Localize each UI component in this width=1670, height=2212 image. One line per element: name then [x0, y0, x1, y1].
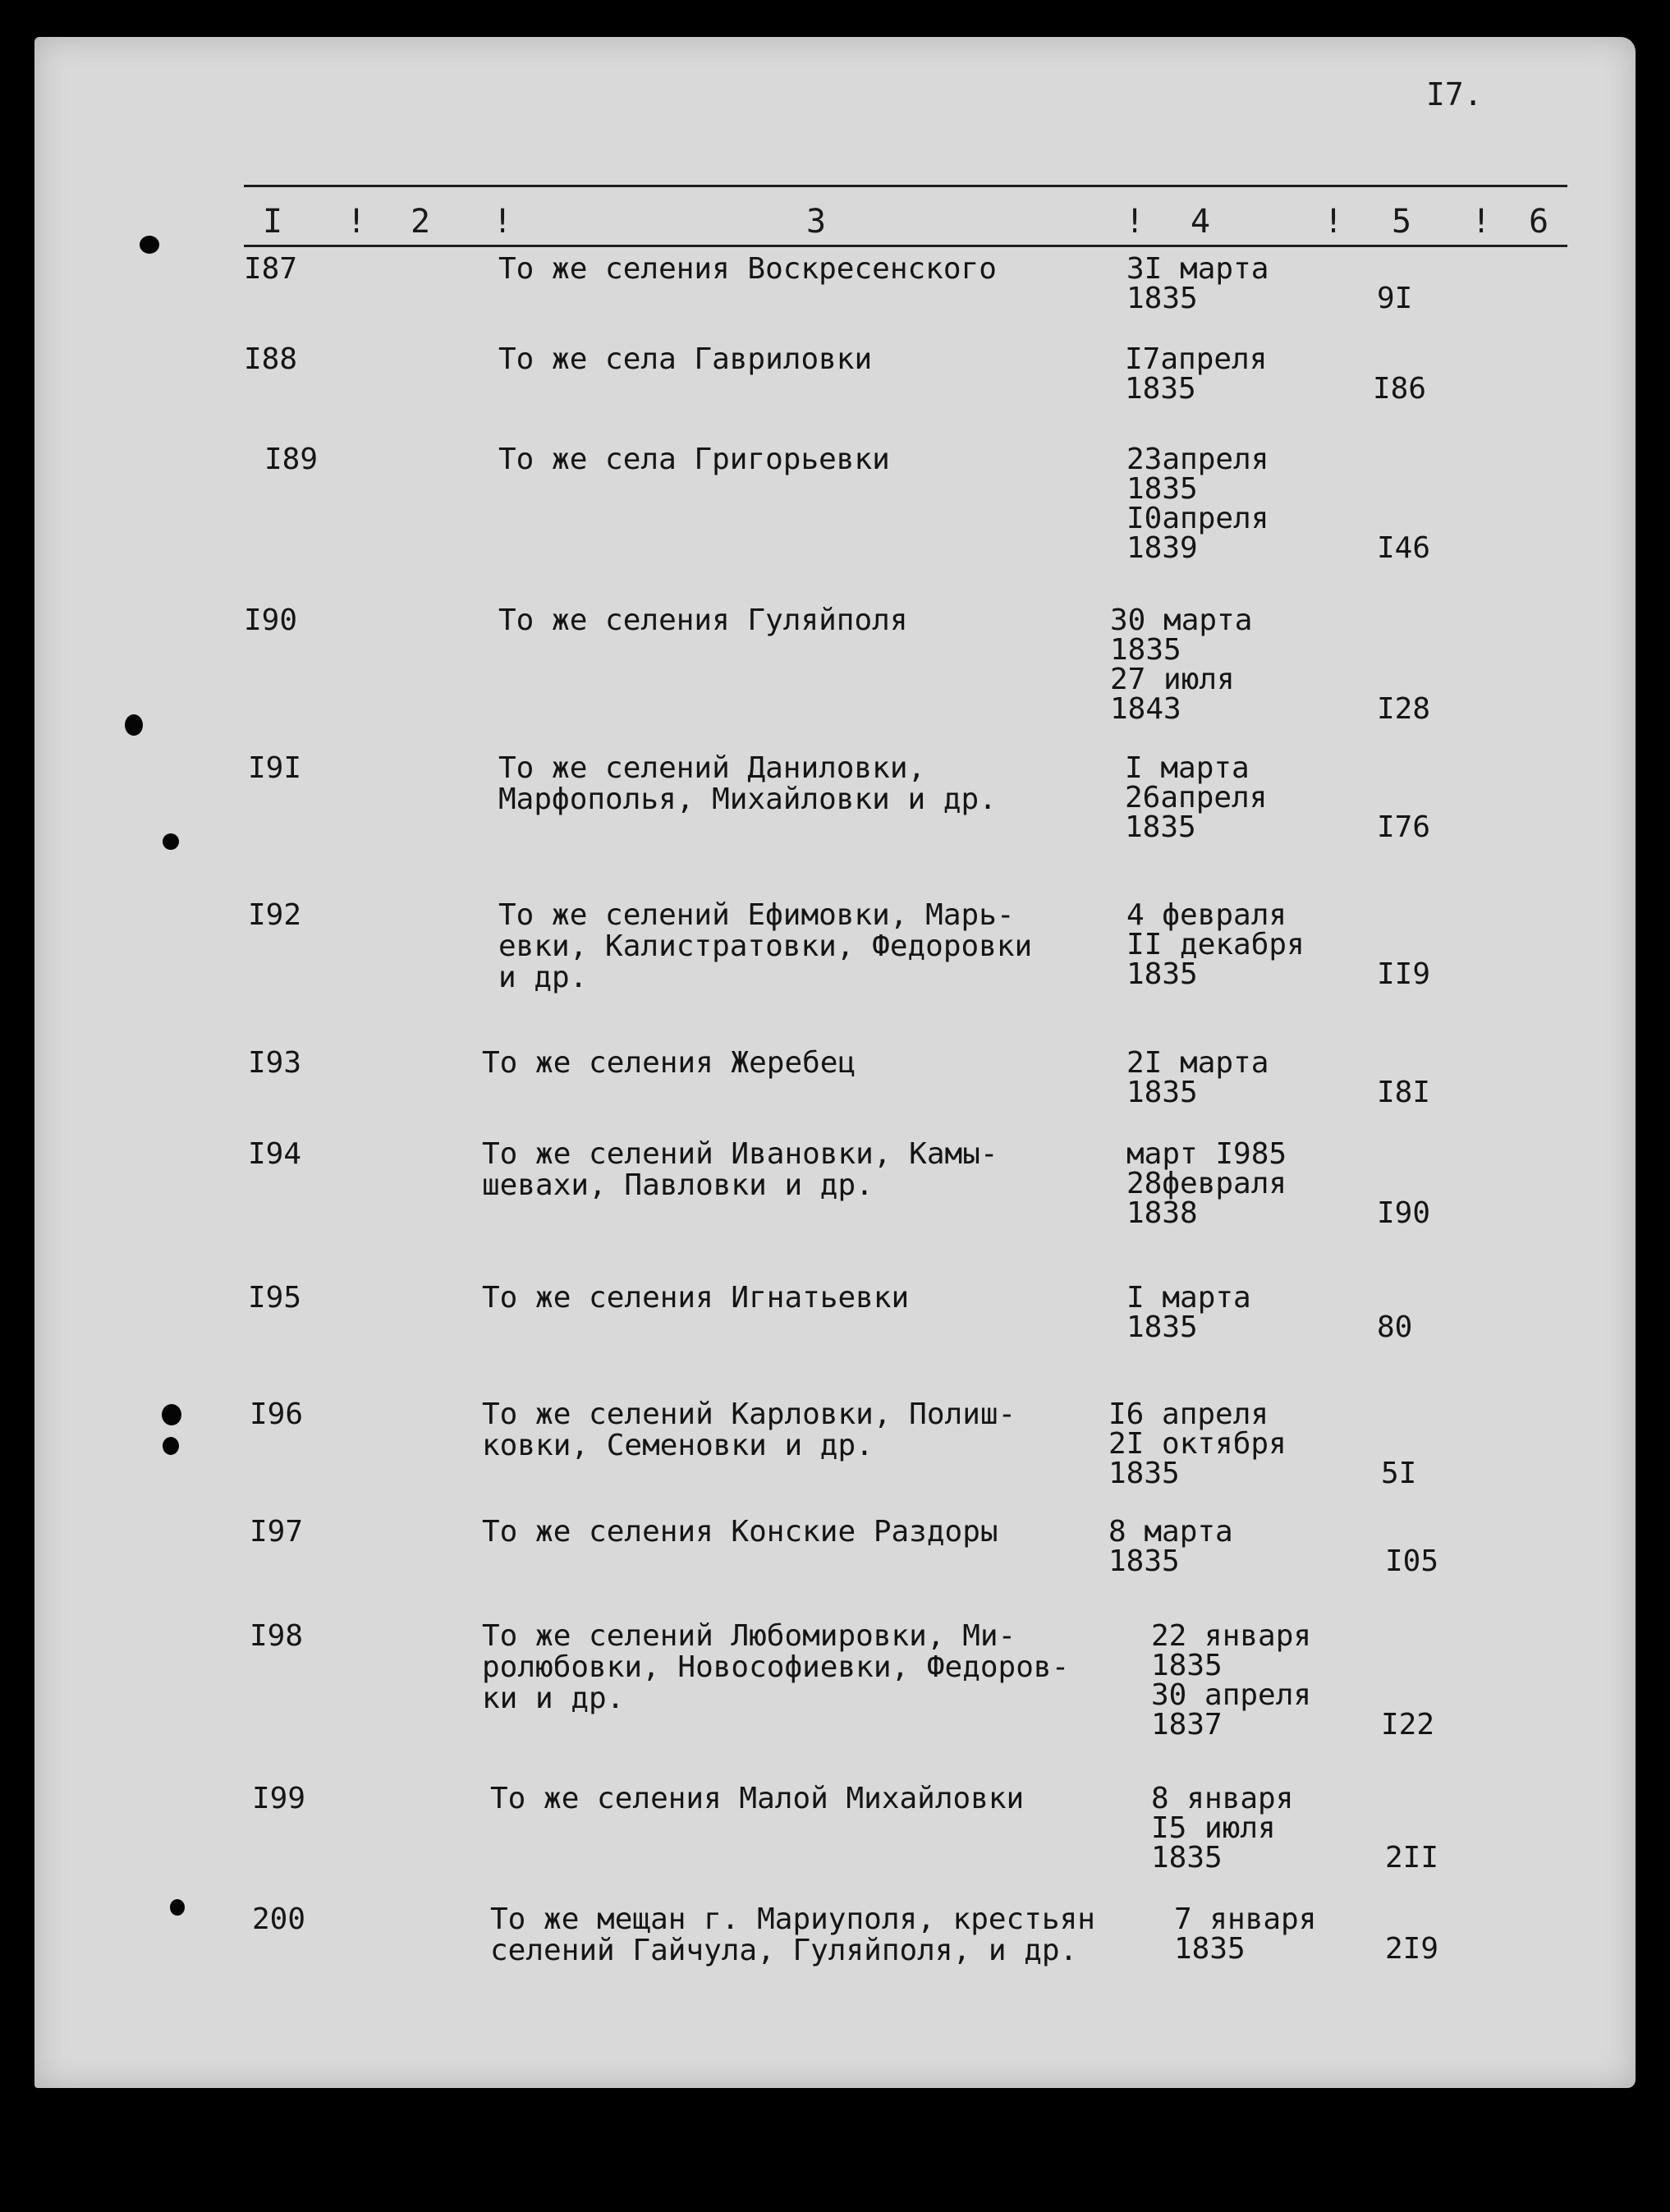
col-separator: !: [346, 203, 367, 241]
punch-hole: [125, 714, 143, 736]
punch-hole: [163, 1437, 179, 1455]
record-date-line: 1839: [1126, 531, 1198, 565]
record-date-line: 1838: [1126, 1196, 1198, 1230]
record-number: I90: [244, 603, 298, 637]
record-sheet-reference: I8I: [1377, 1076, 1431, 1109]
col-header-2: 2: [411, 203, 431, 241]
header-bottom-rule: [244, 245, 1567, 247]
record-date-line: 27 июля: [1110, 663, 1235, 696]
header-top-rule: [244, 185, 1567, 187]
record-description-line: То же села Григорьевки: [498, 443, 890, 476]
record-description-line: То же селений Ефимовки, Марь-: [498, 898, 1015, 932]
record-number: I99: [252, 1782, 306, 1815]
col-header-6: 6: [1529, 203, 1549, 241]
record-date-line: 1835: [1126, 1076, 1198, 1109]
col-separator: !: [1324, 203, 1344, 241]
record-description-line: То же селения Гуляйполя: [498, 603, 908, 637]
record-date-line: 1835: [1108, 1544, 1180, 1578]
record-date-line: I марта: [1125, 751, 1250, 785]
punch-hole: [140, 236, 159, 254]
record-date-line: 1835: [1108, 1457, 1180, 1490]
record-date-line: 2I марта: [1126, 1046, 1269, 1080]
record-sheet-reference: I90: [1377, 1196, 1431, 1230]
record-date-line: 1835: [1125, 372, 1196, 406]
record-number: 200: [252, 1902, 306, 1936]
record-number: I87: [244, 252, 298, 286]
document-page: [34, 37, 1636, 2088]
record-sheet-reference: I76: [1377, 810, 1431, 844]
record-date-line: март I985: [1126, 1137, 1287, 1171]
record-description-line: То же селения Игнатьевки: [482, 1281, 910, 1315]
punch-hole: [162, 1404, 181, 1425]
record-description-line: То же селений Карловки, Полиш-: [482, 1397, 1016, 1431]
record-sheet-reference: I46: [1377, 531, 1431, 565]
record-description-line: То же селений Любомировки, Ми-: [482, 1619, 1016, 1653]
record-description-line: ки и др.: [482, 1682, 625, 1715]
record-date-line: I0апреля: [1126, 502, 1269, 535]
record-date-line: 8 января: [1151, 1782, 1294, 1815]
record-number: I92: [248, 898, 302, 932]
record-date-line: 1835: [1151, 1841, 1223, 1875]
col-header-4: 4: [1191, 203, 1211, 241]
record-date-line: 26апреля: [1125, 781, 1268, 815]
record-number: I88: [244, 342, 298, 376]
record-date-line: II декабря: [1126, 928, 1305, 961]
record-description-line: Марфополья, Михайловки и др.: [498, 782, 997, 816]
record-description-line: евки, Калистратовки, Федоровки: [498, 929, 1033, 963]
record-description-line: селений Гайчула, Гуляйполя, и др.: [490, 1934, 1078, 1967]
col-separator: !: [1125, 203, 1145, 241]
record-description-line: То же селения Жеребец: [482, 1046, 856, 1080]
record-number: I95: [248, 1281, 302, 1315]
record-description-line: То же селений Ивановки, Камы-: [482, 1137, 998, 1171]
record-date-line: I6 апреля: [1108, 1397, 1269, 1431]
record-date-line: 30 апреля: [1151, 1678, 1312, 1712]
punch-hole: [163, 833, 179, 850]
record-sheet-reference: 5I: [1381, 1457, 1417, 1490]
record-description-line: То же селения Воскресенского: [498, 252, 997, 286]
record-description-line: и др.: [498, 961, 588, 994]
record-date-line: 28февраля: [1126, 1167, 1287, 1200]
col-header-3: 3: [806, 203, 827, 241]
record-date-line: I7апреля: [1125, 342, 1268, 376]
record-date-line: 1835: [1151, 1649, 1223, 1682]
page-number: I7.: [1426, 76, 1483, 112]
record-description-line: То же села Гавриловки: [498, 342, 873, 376]
record-date-line: 1835: [1126, 282, 1198, 315]
record-sheet-reference: 9I: [1377, 282, 1413, 315]
record-number: I94: [248, 1137, 302, 1171]
record-date-line: 1843: [1110, 692, 1181, 726]
record-number: I97: [250, 1515, 304, 1549]
record-description-line: То же селения Конские Раздоры: [482, 1515, 998, 1549]
record-date-line: 2I октября: [1108, 1427, 1287, 1461]
record-sheet-reference: 80: [1377, 1310, 1413, 1344]
record-date-line: 1835: [1126, 1310, 1198, 1344]
record-date-line: 8 марта: [1108, 1515, 1233, 1549]
record-date-line: 3I марта: [1126, 252, 1269, 286]
record-number: I93: [248, 1046, 302, 1080]
record-sheet-reference: I86: [1373, 372, 1427, 406]
col-separator: !: [493, 203, 513, 241]
record-date-line: 1835: [1125, 810, 1196, 844]
record-description-line: ролюбовки, Новософиевки, Федоров-: [482, 1650, 1070, 1684]
record-number: I89: [264, 443, 319, 476]
punch-hole: [170, 1899, 185, 1916]
col-separator: !: [1471, 203, 1492, 241]
record-sheet-reference: I05: [1385, 1544, 1439, 1578]
record-date-line: 1835: [1126, 472, 1198, 506]
record-date-line: 7 января: [1174, 1902, 1317, 1936]
record-date-line: 23апреля: [1126, 443, 1269, 476]
record-description-line: То же селения Малой Михайловки: [490, 1782, 1025, 1815]
record-sheet-reference: 2I9: [1385, 1932, 1439, 1966]
record-description-line: шевахи, Павловки и др.: [482, 1168, 874, 1202]
record-number: I98: [250, 1619, 304, 1653]
record-date-line: 4 февраля: [1126, 898, 1287, 932]
record-date-line: 1835: [1110, 633, 1181, 667]
record-sheet-reference: II9: [1377, 957, 1431, 991]
record-date-line: 30 марта: [1110, 603, 1253, 637]
record-date-line: 1835: [1174, 1932, 1246, 1966]
record-sheet-reference: 2II: [1385, 1841, 1439, 1875]
record-sheet-reference: I28: [1377, 692, 1431, 726]
record-date-line: 1837: [1151, 1708, 1223, 1742]
record-date-line: I марта: [1126, 1281, 1251, 1315]
record-sheet-reference: I22: [1381, 1708, 1435, 1742]
record-number: I96: [250, 1397, 304, 1431]
col-header-5: 5: [1392, 203, 1412, 241]
record-date-line: I5 июля: [1151, 1811, 1276, 1845]
record-date-line: 1835: [1126, 957, 1198, 991]
record-date-line: 22 января: [1151, 1619, 1312, 1653]
record-description-line: ковки, Семеновки и др.: [482, 1429, 874, 1462]
record-description-line: То же мещан г. Мариуполя, крестьян: [490, 1902, 1095, 1936]
record-description-line: То же селений Даниловки,: [498, 751, 926, 785]
col-header-1: I: [263, 203, 283, 241]
record-number: I9I: [248, 751, 302, 785]
